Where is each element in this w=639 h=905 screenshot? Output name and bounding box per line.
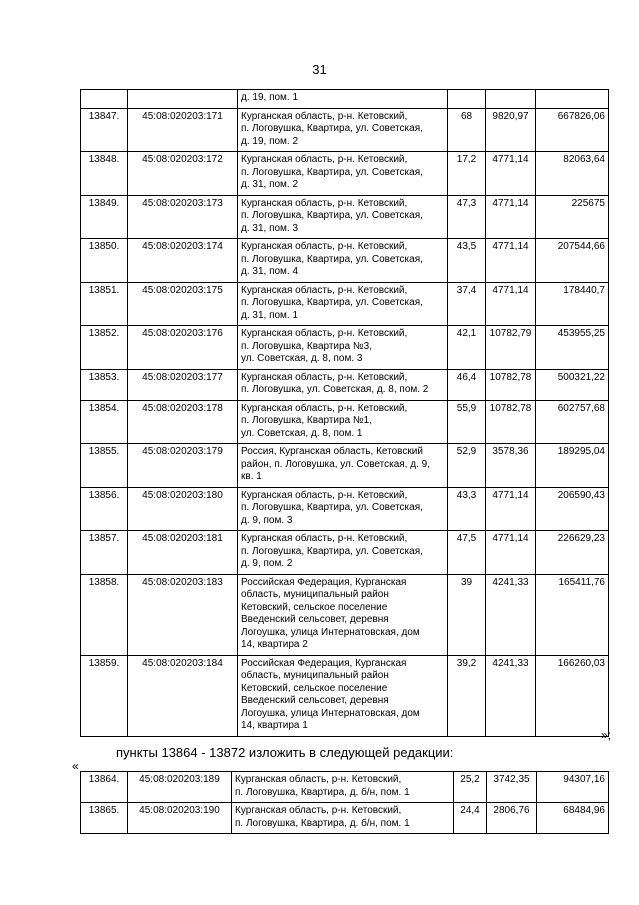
address-cell: [238, 574, 448, 655]
address-line: Курганская область, р-н. Кетовский,: [241, 154, 408, 165]
unit-price-cell: 4771,14: [486, 531, 536, 575]
cadastral-value-cell: 500321,22: [536, 369, 609, 400]
address-cell: [238, 282, 448, 326]
address-line: Логоушка, улица Интернатовская, дом: [241, 626, 420, 638]
table-row: [81, 90, 609, 109]
address-line: п. Логовушка, Квартира, д. б/н, пом. 1: [235, 817, 410, 829]
unit-price-cell: 2806,76: [487, 803, 537, 834]
unit-price-cell: 9820,97: [486, 108, 536, 152]
area-cell: 68: [448, 108, 486, 152]
cadastral-value-cell: 68484,96: [537, 803, 609, 834]
table-row: [81, 444, 609, 488]
row-number-cell: 13853.: [81, 369, 128, 400]
unit-price-cell: 10782,78: [486, 400, 536, 444]
address-line: Курганская область, р-н. Кетовский,: [241, 241, 408, 252]
table-row: [81, 803, 609, 834]
cadastral-number-cell: 45:08:020203:181: [128, 531, 238, 575]
address-line: район, п. Логовушка, ул. Советская, д. 9,: [241, 458, 430, 470]
table-row: [81, 239, 609, 283]
address-line: Курганская область, р-н. Кетовский,: [241, 371, 408, 383]
address-line: п. Логовушка, Квартира №3,: [241, 340, 372, 352]
amended-property-table: [80, 771, 609, 834]
cadastral-number-cell: 45:08:020203:173: [128, 195, 238, 239]
address-line: Логоушка, улица Интернатовская, дом: [241, 707, 420, 719]
cadastral-number-cell: 45:08:020203:179: [128, 444, 238, 488]
address-cell: [232, 772, 454, 803]
unit-price-cell: 4771,14: [486, 282, 536, 326]
table-row: [81, 487, 609, 531]
address-line: 14, квартира 2: [241, 639, 308, 650]
table-row: [81, 326, 609, 370]
row-number-cell: 13848.: [81, 152, 128, 196]
area-cell: [448, 90, 486, 109]
row-number-cell: 13851.: [81, 282, 128, 326]
address-line: ул. Советская, д. 8, пом. 3: [241, 353, 363, 364]
row-number-cell: 13849.: [81, 195, 128, 239]
table-row: [81, 282, 609, 326]
address-line: п. Логовушка, ул. Советская, д. 8, пом. 2: [241, 384, 429, 395]
address-line: Курганская область, р-н. Кетовский,: [241, 402, 408, 414]
address-line: ул. Советская, д. 8, пом. 1: [241, 427, 363, 439]
address-line: п. Логовушка, Квартира, ул. Советская,: [241, 210, 423, 221]
cadastral-value-cell: 207544,66: [536, 239, 609, 283]
opening-quote: «: [72, 759, 79, 773]
address-line: Курганская область, р-н. Кетовский,: [241, 284, 408, 296]
unit-price-cell: 4771,14: [486, 195, 536, 239]
unit-price-cell: 4771,14: [486, 239, 536, 283]
address-line: Курганская область, р-н. Кетовский,: [241, 197, 408, 209]
row-number-cell: 13847.: [81, 108, 128, 152]
cadastral-number-cell: 45:08:020203:174: [128, 239, 238, 283]
area-cell: 47,3: [448, 195, 486, 239]
cadastral-value-cell: 226629,23: [536, 531, 609, 575]
cadastral-value-cell: 206590,43: [536, 487, 609, 531]
address-line: Российская Федерация, Курганская: [241, 657, 407, 669]
address-cell: [238, 369, 448, 400]
cadastral-number-cell: 45:08:020203:176: [128, 326, 238, 370]
address-cell: [238, 152, 448, 196]
table-row: [81, 108, 609, 152]
cadastral-number-cell: 45:08:020203:178: [128, 400, 238, 444]
address-line: Курганская область, р-н. Кетовский,: [241, 533, 408, 544]
table-row: [81, 772, 609, 803]
address-line: Российская Федерация, Курганская: [241, 576, 407, 588]
address-line: д. 9, пом. 2: [241, 558, 293, 569]
row-number-cell: 13857.: [81, 531, 128, 575]
table-row: [81, 369, 609, 400]
cadastral-value-cell: 82063,64: [536, 152, 609, 196]
address-line: Введенский сельсовет, деревня: [241, 695, 389, 706]
cadastral-value-cell: 178440,7: [536, 282, 609, 326]
cadastral-number-cell: 45:08:020203:175: [128, 282, 238, 326]
cadastral-value-cell: 189295,04: [536, 444, 609, 488]
address-line: Кетовский, сельское поселение: [241, 601, 388, 613]
address-cell: [238, 487, 448, 531]
address-line: Курганская область, р-н. Кетовский,: [235, 774, 402, 785]
cadastral-value-cell: 225675: [536, 195, 609, 239]
address-line: 14, квартира 1: [241, 720, 308, 731]
unit-price-cell: 4241,33: [486, 574, 536, 655]
unit-price-cell: 4771,14: [486, 152, 536, 196]
table-row: [81, 400, 609, 444]
address-line: Введенский сельсовет, деревня: [241, 614, 389, 625]
address-cell: [238, 239, 448, 283]
cadastral-value-cell: 667826,06: [536, 108, 609, 152]
page-number: 31: [312, 62, 327, 77]
address-cell: [238, 90, 448, 109]
unit-price-cell: 3578,36: [486, 444, 536, 488]
closing-quote: »;: [600, 728, 611, 742]
address-line: Курганская область, р-н. Кетовский,: [241, 110, 408, 122]
property-table: [80, 89, 609, 737]
area-cell: 52,9: [448, 444, 486, 488]
area-cell: 17,2: [448, 152, 486, 196]
address-line: Курганская область, р-н. Кетовский,: [235, 805, 402, 816]
address-cell: [232, 803, 454, 834]
area-cell: 39: [448, 574, 486, 655]
address-line: Кетовский, сельское поселение: [241, 682, 388, 694]
table-row: [81, 531, 609, 575]
address-cell: [238, 655, 448, 736]
address-line: п. Логовушка, Квартира №1,: [241, 415, 372, 426]
unit-price-cell: 10782,78: [486, 369, 536, 400]
address-cell: [238, 195, 448, 239]
cadastral-value-cell: 602757,68: [536, 400, 609, 444]
unit-price-cell: 4241,33: [486, 655, 536, 736]
area-cell: 25,2: [454, 772, 487, 803]
area-cell: 55,9: [448, 400, 486, 444]
address-line: область, муниципальный район: [241, 670, 389, 681]
cadastral-value-cell: 94307,16: [537, 772, 609, 803]
row-number-cell: 13855.: [81, 444, 128, 488]
address-line: Курганская область, р-н. Кетовский,: [241, 489, 408, 501]
unit-price-cell: 10782,79: [486, 326, 536, 370]
area-cell: 43,5: [448, 239, 486, 283]
address-line: д. 31, пом. 1: [241, 309, 299, 321]
row-number-cell: [81, 90, 128, 109]
address-line: п. Логовушка, Квартира, ул. Советская,: [241, 502, 423, 513]
address-line: п. Логовушка, Квартира, ул. Советская,: [241, 166, 423, 178]
area-cell: 39,2: [448, 655, 486, 736]
address-line: кв. 1: [241, 471, 262, 482]
amendment-intro: пункты 13864 - 13872 изложить в следующей редакции:: [116, 745, 454, 760]
row-number-cell: 13852.: [81, 326, 128, 370]
address-line: д. 9, пом. 3: [241, 514, 293, 526]
address-cell: [238, 400, 448, 444]
address-line: д. 19, пом. 2: [241, 135, 299, 147]
address-line: д. 31, пом. 2: [241, 179, 299, 190]
address-line: п. Логовушка, Квартира, ул. Советская,: [241, 545, 423, 557]
cadastral-number-cell: 45:08:020203:184: [128, 655, 238, 736]
address-cell: [238, 108, 448, 152]
address-line: п. Логовушка, Квартира, ул. Советская,: [241, 123, 423, 134]
row-number-cell: 13865.: [81, 803, 128, 834]
unit-price-cell: 4771,14: [486, 487, 536, 531]
address-line: п. Логовушка, Квартира, ул. Советская,: [241, 253, 423, 265]
cadastral-number-cell: 45:08:020203:183: [128, 574, 238, 655]
address-line: д. 31, пом. 4: [241, 266, 299, 277]
table-row: [81, 574, 609, 655]
address-line: д. 31, пом. 3: [241, 222, 299, 234]
table-row: [81, 152, 609, 196]
table-row: [81, 195, 609, 239]
row-number-cell: 13856.: [81, 487, 128, 531]
area-cell: 46,4: [448, 369, 486, 400]
row-number-cell: 13864.: [81, 772, 128, 803]
cadastral-number-cell: 45:08:020203:172: [128, 152, 238, 196]
row-number-cell: 13850.: [81, 239, 128, 283]
cadastral-value-cell: 453955,25: [536, 326, 609, 370]
cadastral-number-cell: 45:08:020203:177: [128, 369, 238, 400]
address-line: п. Логовушка, Квартира, д. б/н, пом. 1: [235, 786, 410, 798]
cadastral-value-cell: [536, 90, 609, 109]
cadastral-value-cell: 165411,76: [536, 574, 609, 655]
address-cell: [238, 326, 448, 370]
address-cell: [238, 531, 448, 575]
unit-price-cell: [486, 90, 536, 109]
cadastral-number-cell: 45:08:020203:190: [128, 803, 232, 834]
cadastral-number-cell: 45:08:020203:189: [128, 772, 232, 803]
area-cell: 43,3: [448, 487, 486, 531]
table-row: [81, 655, 609, 736]
address-line: область, муниципальный район: [241, 589, 389, 600]
area-cell: 37,4: [448, 282, 486, 326]
area-cell: 24,4: [454, 803, 487, 834]
address-line: д. 19, пом. 1: [241, 92, 299, 103]
row-number-cell: 13854.: [81, 400, 128, 444]
cadastral-number-cell: 45:08:020203:180: [128, 487, 238, 531]
area-cell: 47,5: [448, 531, 486, 575]
unit-price-cell: 3742,35: [487, 772, 537, 803]
cadastral-number-cell: [128, 90, 238, 109]
cadastral-number-cell: 45:08:020203:171: [128, 108, 238, 152]
address-line: п. Логовушка, Квартира, ул. Советская,: [241, 297, 423, 308]
cadastral-value-cell: 166260,03: [536, 655, 609, 736]
row-number-cell: 13858.: [81, 574, 128, 655]
area-cell: 42,1: [448, 326, 486, 370]
row-number-cell: 13859.: [81, 655, 128, 736]
address-line: Курганская область, р-н. Кетовский,: [241, 328, 408, 339]
address-cell: [238, 444, 448, 488]
address-line: Россия, Курганская область, Кетовский: [241, 446, 423, 457]
